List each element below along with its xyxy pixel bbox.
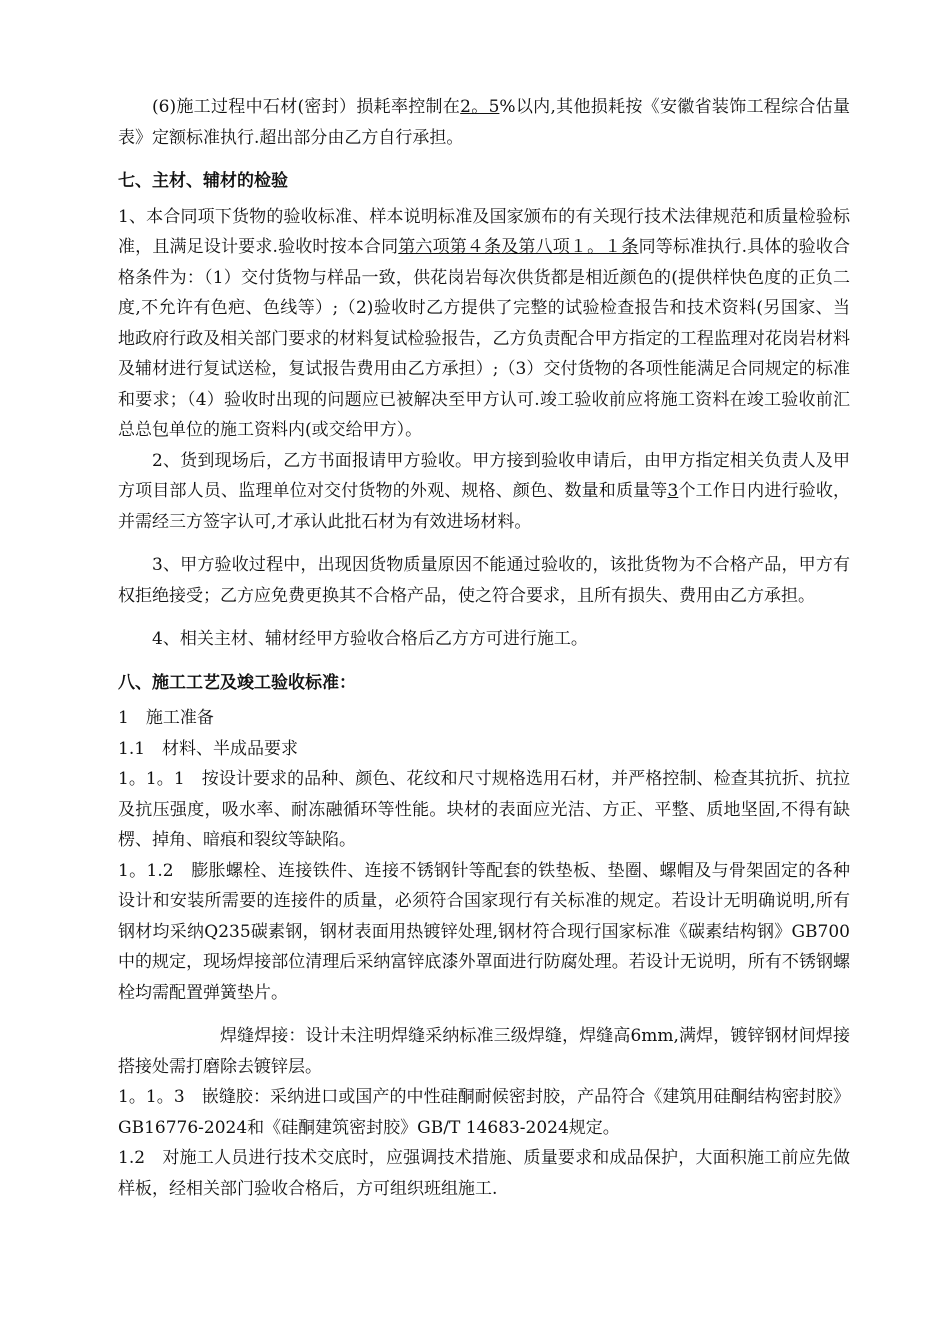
paragraph-7-4: 4、相关主材、辅材经甲方验收合格后乙方方可进行施工。	[152, 629, 588, 649]
item-8-1-1: 1.1 材料、半成品要求	[118, 738, 299, 759]
paragraph-loss-rate: (6)施工过程中石材(密封）损耗率控制在2。5%以内,其他损耗按《安徽省装饰工程综合估量表》定额标准执行.超出部分由乙方自行承担。	[118, 97, 851, 148]
item-8-1-1-1: 1。1。1 按设计要求的品种、颜色、花纹和尺寸规格选用石材，并严格控制、检查其抗折、抗拉及抗压强度，吸水率、耐冻融循环等性能。块材的表面应光洁、方正、平整、质地坚固,不得有缺楞、掉角、暗痕和裂纹等缺陷。	[118, 769, 850, 850]
section-heading-7: 七、主材、辅材的检验	[118, 171, 288, 191]
section-heading-8: 八、施工工艺及竣工验收标准：	[118, 672, 356, 693]
paragraph-7-1: 1、本合同项下货物的验收标准、样本说明标准及国家颁布的有关现行技术法律规范和质量检验标准，且满足设计要求.验收时按本合同第六项第４条及第八项１。１条同等标准执行.具体的验收合格条件为：（1）交付货物与样品一致，供花岗岩每次供货都是相近颜色的(提供样快色度的正负二度,不允许有色疤、色线等）;（2)验收时乙方提供了完整的试验检查报告和技术资料(另国家、当地政府行政及相关部门要求的材料复试检验报告，乙方负责配合甲方指定的工程监理对花岗岩材料及辅材进行复试送检，复试报告费用由乙方承担）;（3）交付货物的各项性能满足合同规定的标准和要求；（4）验收时出现的问题应已被解决至甲方认可.竣工验收前应将施工资料在竣工验收前汇总总包单位的施工资料内(或交给甲方）。	[118, 206, 851, 440]
paragraph-welding: 焊缝焊接：设计未注明焊缝采纳标准三级焊缝，焊缝高6mm,满焊，镀锌钢材间焊接搭接处需打磨除去镀锌层。	[118, 1026, 850, 1077]
underlined-days: 3	[667, 481, 679, 501]
item-8-1-2: 1.2 对施工人员进行技术交底时，应强调技术措施、质量要求和成品保护，大面积施工前应先做样板，经相关部门验收合格后，方可组织班组施工.	[118, 1148, 850, 1199]
underlined-value: 2。5	[460, 97, 500, 117]
paragraph-7-2: 2、货到现场后，乙方书面报请甲方验收。甲方接到验收申请后，由甲方指定相关负责人及甲方项目部人员、监理单位对交付货物的外观、规格、颜色、数量和质量等3个工作日内进行验收，并需经三方签字认可,才承认此批石材为有效进场材料。	[118, 450, 851, 532]
item-8-1: 1 施工准备	[118, 708, 214, 728]
paragraph-7-3: 3、甲方验收过程中，出现因货物质量原因不能通过验收的，该批货物为不合格产品，甲方有权拒绝接受；乙方应免费更换其不合格产品，使之符合要求，且所有损失、费用由乙方承担。	[118, 555, 850, 606]
item-8-1-1-3: 1。1。3 嵌缝胶：采纳进口或国产的中性硅酮耐候密封胶，产品符合《建筑用硅酮结构密封胶》GB16776-2024和《硅酮建筑密封胶》GB/T 14683-2024规定。	[118, 1087, 850, 1138]
item-8-1-1-2: 1。1.2 膨胀螺栓、连接铁件、连接不锈钢针等配套的铁垫板、垫圈、螺帽及与骨架固定的各种设计和安装所需要的连接件的质量，必须符合国家现行有关标准的规定。若设计无明确说明,所有钢材均采纳Q235碳素钢，钢材表面用热镀锌处理,钢材符合现行国家标准《碳素结构钢》GB700中的规定，现场焊接部位清理后采纳富锌底漆外罩面进行防腐处理。若设计无说明，所有不锈钢螺栓均需配置弹簧垫片。	[118, 860, 850, 1003]
underlined-reference: 第六项第４条及第八项１。１条	[398, 237, 639, 257]
